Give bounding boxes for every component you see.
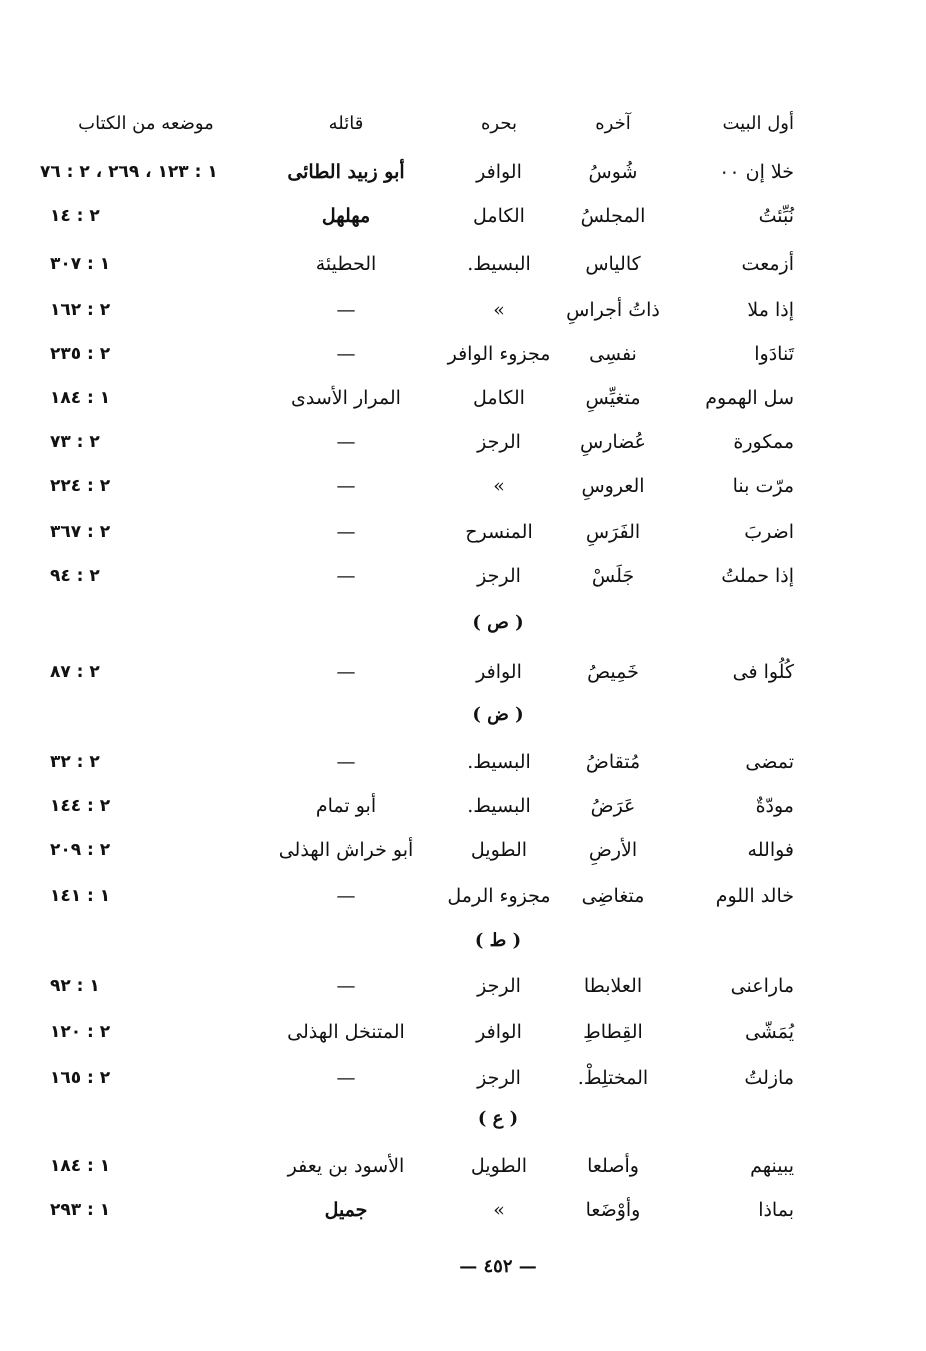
header-first-verse: أول البيت bbox=[722, 113, 794, 134]
verse-location: ٢ : ١٤٤ bbox=[50, 796, 111, 816]
verse-first: كُلُوا فى bbox=[732, 661, 794, 683]
verse-location: ٢ : ١٦٥ bbox=[50, 1068, 111, 1088]
table-row bbox=[0, 876, 926, 916]
page-number-label: — ٤٥٢ — bbox=[459, 1256, 537, 1277]
verse-location: ١ : ٩٢ bbox=[50, 976, 100, 996]
verse-location: ١ : ١٤١ bbox=[50, 886, 111, 906]
verse-first: إذا حملتُ bbox=[721, 565, 794, 587]
verse-location: ٢ : ١٢٠ bbox=[50, 1022, 111, 1042]
verse-meter: » bbox=[493, 299, 505, 321]
verse-poet: — bbox=[336, 475, 356, 497]
verse-meter: المنسرح bbox=[465, 521, 533, 543]
header-location: موضعه من الكتاب bbox=[78, 113, 214, 134]
verse-meter: البسيط. bbox=[467, 253, 531, 275]
verse-poet: مهلهل bbox=[321, 205, 371, 227]
verse-poet: — bbox=[336, 431, 356, 453]
table-row bbox=[0, 786, 926, 826]
verse-first: إذا ملا bbox=[747, 299, 794, 321]
table-row bbox=[0, 196, 926, 236]
verse-location: ١ : ١٨٤ bbox=[50, 1156, 111, 1176]
verse-first: فوالله bbox=[747, 839, 794, 861]
table-row bbox=[0, 966, 926, 1006]
verse-meter: البسيط. bbox=[467, 795, 531, 817]
verse-location: ٢ : ٩٤ bbox=[50, 566, 100, 586]
verse-location: ١ : ١٢٣ ، ٢٦٩ ، ٢ : ٧٦ bbox=[40, 162, 218, 182]
verse-first: نُبِّئتُ bbox=[758, 205, 794, 227]
verse-first: ممكورة bbox=[733, 431, 794, 453]
verse-location: ٢ : ٣٦٧ bbox=[50, 522, 111, 542]
header-poet: قائله bbox=[328, 113, 364, 134]
verse-meter: الطويل bbox=[470, 1155, 528, 1177]
table-row bbox=[0, 152, 926, 192]
verse-end: العلابطا bbox=[583, 975, 643, 997]
table-row bbox=[0, 466, 926, 506]
verse-meter: البسيط. bbox=[467, 751, 531, 773]
verse-location: ١ : ١٨٤ bbox=[50, 388, 111, 408]
verse-poet: — bbox=[336, 661, 356, 683]
verse-first: مازلتُ bbox=[744, 1067, 794, 1089]
verse-first: تمضى bbox=[745, 751, 794, 773]
verse-poet: — bbox=[336, 1067, 356, 1089]
verse-first: بماذا bbox=[758, 1199, 794, 1221]
verse-end: كالياس bbox=[585, 253, 641, 275]
table-row bbox=[0, 422, 926, 462]
verse-poet: — bbox=[336, 565, 356, 587]
verse-poet: المرار الأسدى bbox=[291, 387, 401, 409]
table-row bbox=[0, 1012, 926, 1052]
section-heading-ta bbox=[0, 926, 926, 956]
verse-meter: مجزوء الوافر bbox=[447, 343, 551, 365]
verse-end: العروسِ bbox=[581, 475, 645, 497]
verse-first: يبينهم bbox=[750, 1155, 794, 1177]
verse-poet: أبو تمام bbox=[315, 795, 377, 817]
verse-location: ١ : ٢٩٣ bbox=[50, 1200, 111, 1220]
verse-location: ١ : ٣٠٧ bbox=[50, 254, 111, 274]
verse-location: ٢ : ٢٢٤ bbox=[50, 476, 111, 496]
table-row bbox=[0, 830, 926, 870]
verse-end: الأرضِ bbox=[588, 839, 638, 861]
verse-location: ٢ : ٢٣٥ bbox=[50, 344, 111, 364]
verse-poet: — bbox=[336, 521, 356, 543]
section-label: ( ط ) bbox=[474, 930, 522, 951]
verse-location: ٢ : ١٦٢ bbox=[50, 300, 111, 320]
table-row bbox=[0, 244, 926, 284]
verse-poet: — bbox=[336, 343, 356, 365]
verse-meter: الكامل bbox=[473, 205, 525, 227]
verse-end: وأوْضَعا bbox=[585, 1199, 641, 1221]
verse-first: تَنادَوا bbox=[754, 343, 794, 365]
table-row bbox=[0, 556, 926, 596]
verse-first: سل الهموم bbox=[705, 387, 794, 409]
verse-poet: — bbox=[336, 751, 356, 773]
verse-first: اضربَ bbox=[744, 521, 794, 543]
verse-poet: المتنخل الهذلى bbox=[287, 1021, 405, 1043]
verse-meter: الطويل bbox=[470, 839, 528, 861]
verse-location: ٢ : ٣٢ bbox=[50, 752, 100, 772]
verse-end: نفسِى bbox=[589, 343, 637, 365]
verse-end: ذاتُ أجراسِ bbox=[566, 299, 660, 321]
verse-end: شُوسُ bbox=[588, 161, 638, 183]
verse-poet: — bbox=[336, 299, 356, 321]
verse-first: مودّةٌ bbox=[755, 795, 794, 817]
verse-location: ٢ : ١٤ bbox=[50, 206, 100, 226]
verse-end: مُتقاضُ bbox=[585, 751, 641, 773]
verse-meter: الوافر bbox=[476, 161, 522, 183]
verse-end: متغيِّسِ bbox=[585, 387, 641, 409]
verse-end: خَمِيصُ bbox=[587, 661, 639, 683]
verse-poet: — bbox=[336, 885, 356, 907]
verse-first: أزمعت bbox=[741, 253, 794, 275]
verse-meter: الرجز bbox=[477, 565, 521, 587]
table-row bbox=[0, 1190, 926, 1230]
page-number bbox=[0, 1252, 926, 1282]
verse-location: ٢ : ٨٧ bbox=[50, 662, 100, 682]
verse-meter: مجزوء الرمل bbox=[447, 885, 551, 907]
verse-poet: أبو زبيد الطائى bbox=[287, 161, 405, 183]
verse-end: جَلَسْ bbox=[591, 565, 635, 587]
table-row bbox=[0, 652, 926, 692]
section-label: ( ص ) bbox=[472, 612, 524, 633]
header-meter: بحره bbox=[481, 113, 517, 134]
section-heading-dad bbox=[0, 700, 926, 730]
section-label: ( ع ) bbox=[477, 1108, 519, 1129]
verse-location: ٢ : ٢٠٩ bbox=[50, 840, 111, 860]
column-header-row bbox=[0, 104, 926, 144]
header-verse-end: آخره bbox=[595, 113, 631, 134]
verse-end: وأصلعا bbox=[587, 1155, 639, 1177]
verse-first: مرّت بنا bbox=[732, 475, 794, 497]
verse-poet: — bbox=[336, 975, 356, 997]
table-row bbox=[0, 378, 926, 418]
table-row bbox=[0, 1146, 926, 1186]
table-row bbox=[0, 1058, 926, 1098]
verse-meter: » bbox=[493, 1199, 505, 1221]
verse-first: ماراعنى bbox=[730, 975, 794, 997]
verse-first: خلا إن ٠٠ bbox=[719, 161, 794, 183]
verse-end: المجلسُ bbox=[580, 205, 646, 227]
section-heading-ayn bbox=[0, 1104, 926, 1134]
verse-meter: الكامل bbox=[473, 387, 525, 409]
verse-poet: الحطيئة bbox=[315, 253, 377, 275]
verse-end: متغاضِى bbox=[581, 885, 645, 907]
table-row bbox=[0, 512, 926, 552]
verse-meter: الرجز bbox=[477, 431, 521, 453]
verse-end: القِطاطِ bbox=[583, 1021, 643, 1043]
verse-location: ٢ : ٧٣ bbox=[50, 432, 100, 452]
section-heading-sad bbox=[0, 608, 926, 638]
table-row bbox=[0, 742, 926, 782]
table-row bbox=[0, 334, 926, 374]
verse-meter: الرجز bbox=[477, 1067, 521, 1089]
verse-first: خالد اللوم bbox=[715, 885, 794, 907]
verse-meter: الوافر bbox=[476, 661, 522, 683]
verse-end: الفَرَسِ bbox=[585, 521, 641, 543]
verse-end: عُضارسِ bbox=[580, 431, 646, 453]
verse-poet: أبو خراش الهذلى bbox=[278, 839, 414, 861]
verse-end: عَرَضُ bbox=[590, 795, 636, 817]
verse-poet: جميل bbox=[324, 1199, 368, 1221]
verse-end: المختلِطْ. bbox=[577, 1067, 649, 1089]
verse-poet: الأسود بن يعفر bbox=[287, 1155, 405, 1177]
verse-meter: الوافر bbox=[476, 1021, 522, 1043]
verse-first: يُمَشّى bbox=[744, 1021, 794, 1043]
verse-meter: الرجز bbox=[477, 975, 521, 997]
table-row bbox=[0, 290, 926, 330]
verse-meter: » bbox=[493, 475, 505, 497]
section-label: ( ض ) bbox=[472, 704, 524, 725]
